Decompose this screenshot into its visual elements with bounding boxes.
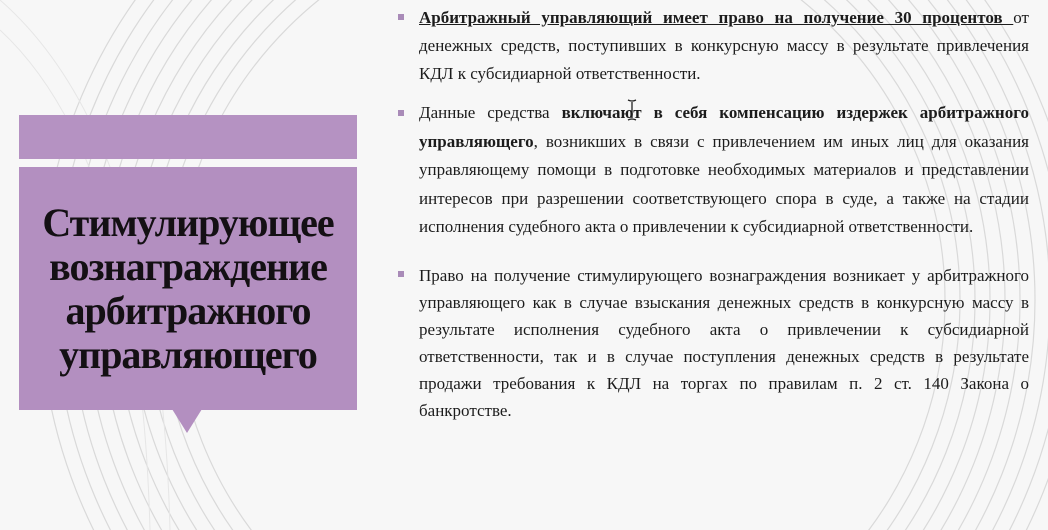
bullet-text: Право на получение стимулирующего вознаграждения возникает у арбитражного управляющего как в случае взыскания денежных средств в конкурсную массу в результате исполнения судебного акта о привлечении к субсидиарной ответственности, так и в случае поступления денежных средств в результате продажи требования к КДЛ на торгах по правилам п. 2 ст. 140 Закона о банкротстве. bbox=[419, 265, 1029, 420]
bullet-item bbox=[396, 99, 1029, 242]
bullet-item bbox=[396, 4, 1029, 88]
slide-title: Стимулирующее вознаграждение арбитражного управляющего bbox=[42, 199, 334, 377]
bullet-text: Данные средства bbox=[419, 103, 562, 122]
square-bullet-icon bbox=[398, 110, 404, 116]
title-accent-bar bbox=[19, 115, 357, 159]
square-bullet-icon bbox=[398, 271, 404, 277]
text-cursor-icon bbox=[627, 99, 637, 121]
bullet-bold-text: включают в себя компенсацию издержек арбитражного управляющего bbox=[419, 103, 1029, 151]
square-bullet-icon bbox=[398, 14, 404, 20]
bullet-bold-underlined-text: Арбитражный управляющий имеет право на получение 30 процентов bbox=[419, 8, 1014, 27]
title-box bbox=[19, 167, 357, 410]
bullet-text: , возникших в связи с привлечением им иных лиц для оказания управляющему помощи в подготовке необходимых материалов и представлении интересов при разрешении соответствующего спора в суде, а также на стадии исполнения судебного акта о привлечении к субсидиарной ответственности. bbox=[419, 131, 1029, 236]
bullet-item bbox=[396, 262, 1029, 424]
title-box-pointer bbox=[172, 409, 202, 433]
bullet-text: от денежных средств, поступивших в конкурсную массу в результате привлечения КДЛ к субсидиарной ответственности. bbox=[419, 8, 1029, 83]
bullet-list bbox=[396, 4, 1029, 424]
